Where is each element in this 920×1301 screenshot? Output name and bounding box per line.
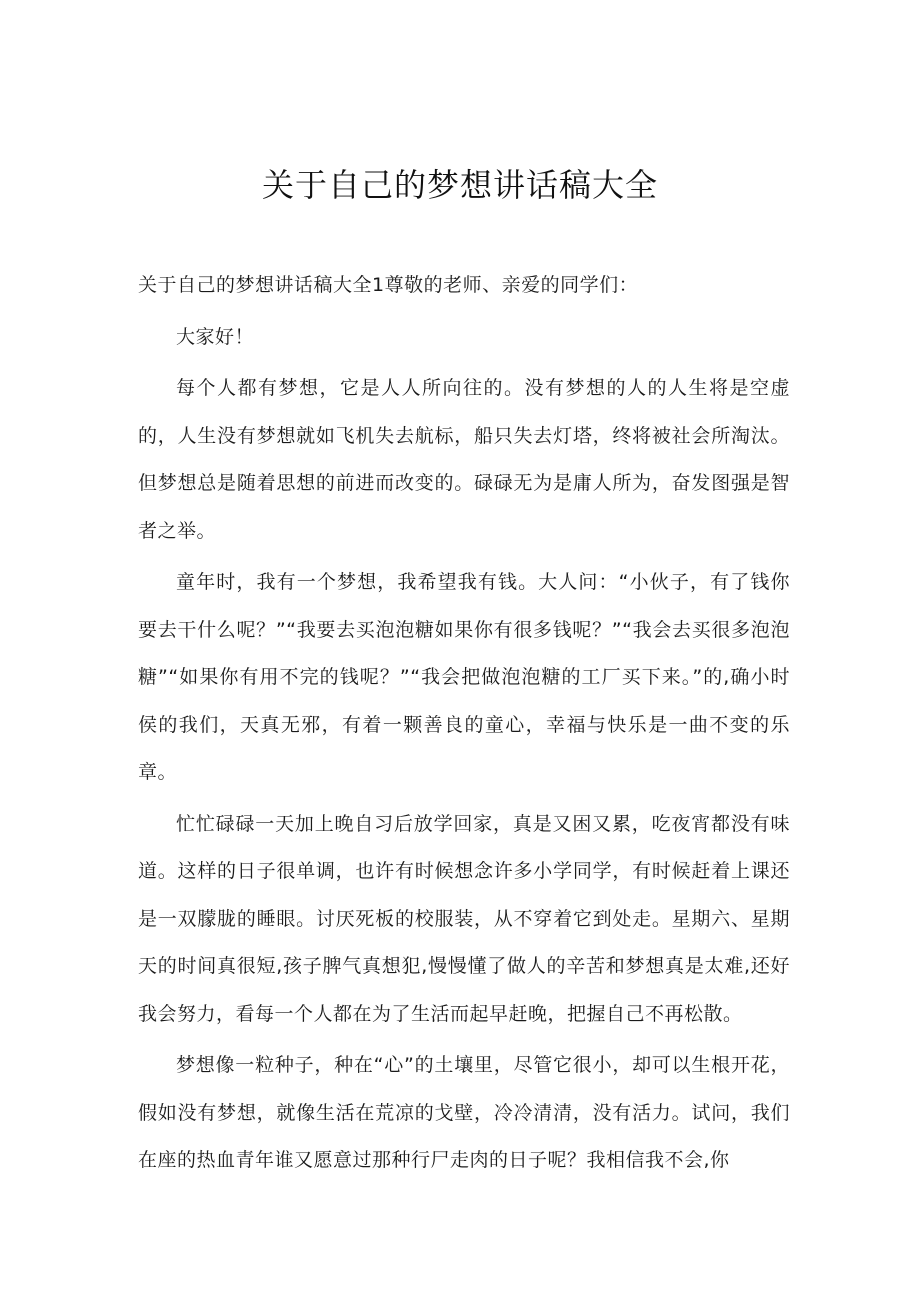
paragraph: 梦想像一粒种子，种在“心”的土壤里，尽管它很小，却可以生根开花，假如没有梦想，就像生活在荒凉的戈壁，冷冷清清，没有活力。试问，我们在座的热血青年谁又愿意过那种行尸走肉的日子呢？我相信我不会,你 [138, 1054, 790, 1171]
paragraph: 每个人都有梦想，它是人人所向往的。没有梦想的人的人生将是空虚的，人生没有梦想就如飞机失去航标，船只失去灯塔，终将被社会所淘汰。但梦想总是随着思想的前进而改变的。碌碌无为是庸人所为，奋发图强是智者之举。 [138, 377, 790, 542]
document-title: 关于自己的梦想讲话稿大全 [261, 166, 658, 204]
paragraph: 忙忙碌碌一天加上晚自习后放学回家，真是又困又累，吃夜宵都没有味道。这样的日子很单调，也许有时候想念许多小学同学，有时候赶着上课还是一双朦胧的睡眼。讨厌死板的校服装，从不穿着它到处走。星期六、星期天的时间真很短,孩子脾气真想犯,慢慢懂了做人的辛苦和梦想真是太难,还好我会努力，看每一个人都在为了生活而起早赶晚，把握自己不再松散。 [138, 812, 790, 1025]
paragraph: 大家好！ [176, 325, 255, 348]
paragraph: 关于自己的梦想讲话稿大全1尊敬的老师、亲爱的同学们： [138, 274, 639, 296]
document-body [138, 262, 790, 1189]
paragraph: 童年时，我有一个梦想，我希望我有钱。大人问：“小伙子，有了钱你要去干什么呢？”“我要去买泡泡糖如果你有很多钱呢？”“我会去买很多泡泡糖”“如果你有用不完的钱呢？”“我会把做泡泡糖的工厂买下来。”的,确小时侯的我们，天真无邪，有着一颗善良的童心，幸福与快乐是一曲不变的乐章。 [138, 571, 790, 783]
